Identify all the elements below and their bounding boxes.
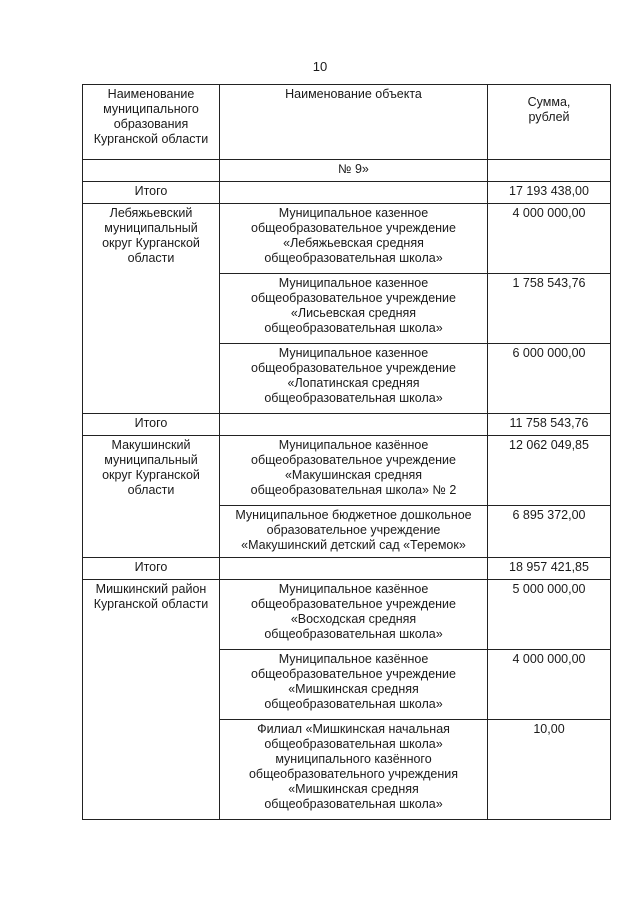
total-empty-cell xyxy=(220,414,488,436)
object-name: Муниципальное казённое общеобразовательное учреждение «Восходская средняя общеобразовательная школа» xyxy=(220,580,488,650)
continuation-empty-cell xyxy=(488,160,611,182)
object-sum: 4 000 000,00 xyxy=(488,650,611,720)
page-number: 10 xyxy=(312,59,328,74)
header-object: Наименование объекта xyxy=(220,85,488,160)
object-name: Муниципальное казённое общеобразовательное учреждение «Мишкинская средняя общеобразовательная школа» xyxy=(220,650,488,720)
municipality-name: Лебяжьевский муниципальный округ Курганской области xyxy=(83,204,220,414)
municipality-name: Мишкинский район Курганской области xyxy=(83,580,220,820)
total-sum: 11 758 543,76 xyxy=(488,414,611,436)
table-row-total xyxy=(83,558,611,580)
total-sum: 18 957 421,85 xyxy=(488,558,611,580)
object-name: Муниципальное казённое общеобразовательное учреждение «Макушинская средняя общеобразовательная школа» № 2 xyxy=(220,436,488,506)
object-name: Муниципальное казенное общеобразовательное учреждение «Лисьевская средняя общеобразовательная школа» xyxy=(220,274,488,344)
object-sum: 6 000 000,00 xyxy=(488,344,611,414)
total-sum: 17 193 438,00 xyxy=(488,182,611,204)
object-name: Муниципальное казенное общеобразовательное учреждение «Лопатинская средняя общеобразовательная школа» xyxy=(220,344,488,414)
table-header-row xyxy=(83,85,611,160)
object-sum: 6 895 372,00 xyxy=(488,506,611,558)
funding-table xyxy=(82,84,611,820)
total-label: Итого xyxy=(83,558,220,580)
header-municipality: Наименование муниципального образования Курганской области xyxy=(83,85,220,160)
object-name: Муниципальное казенное общеобразовательное учреждение «Лебяжьевская средняя общеобразовательная школа» xyxy=(220,204,488,274)
continuation-empty-cell xyxy=(83,160,220,182)
continuation-row xyxy=(83,160,611,182)
table-row xyxy=(83,204,611,274)
object-sum: 4 000 000,00 xyxy=(488,204,611,274)
object-sum: 1 758 543,76 xyxy=(488,274,611,344)
header-sum: Сумма, рублей xyxy=(488,85,611,160)
object-name: Филиал «Мишкинская начальная общеобразовательная школа» муниципального казённого общеобразовательного учреждения «Мишкинская средняя общеобразовательная школа» xyxy=(220,720,488,820)
continuation-text: № 9» xyxy=(220,160,488,182)
total-empty-cell xyxy=(220,558,488,580)
table-row xyxy=(83,580,611,650)
table-row-total xyxy=(83,182,611,204)
table-row xyxy=(83,436,611,506)
object-sum: 12 062 049,85 xyxy=(488,436,611,506)
object-sum: 5 000 000,00 xyxy=(488,580,611,650)
object-sum: 10,00 xyxy=(488,720,611,820)
total-label: Итого xyxy=(83,182,220,204)
total-empty-cell xyxy=(220,182,488,204)
object-name: Муниципальное бюджетное дошкольное образовательное учреждение «Макушинский детский сад «Теремок» xyxy=(220,506,488,558)
total-label: Итого xyxy=(83,414,220,436)
municipality-name: Макушинский муниципальный округ Курганской области xyxy=(83,436,220,558)
table-row-total xyxy=(83,414,611,436)
